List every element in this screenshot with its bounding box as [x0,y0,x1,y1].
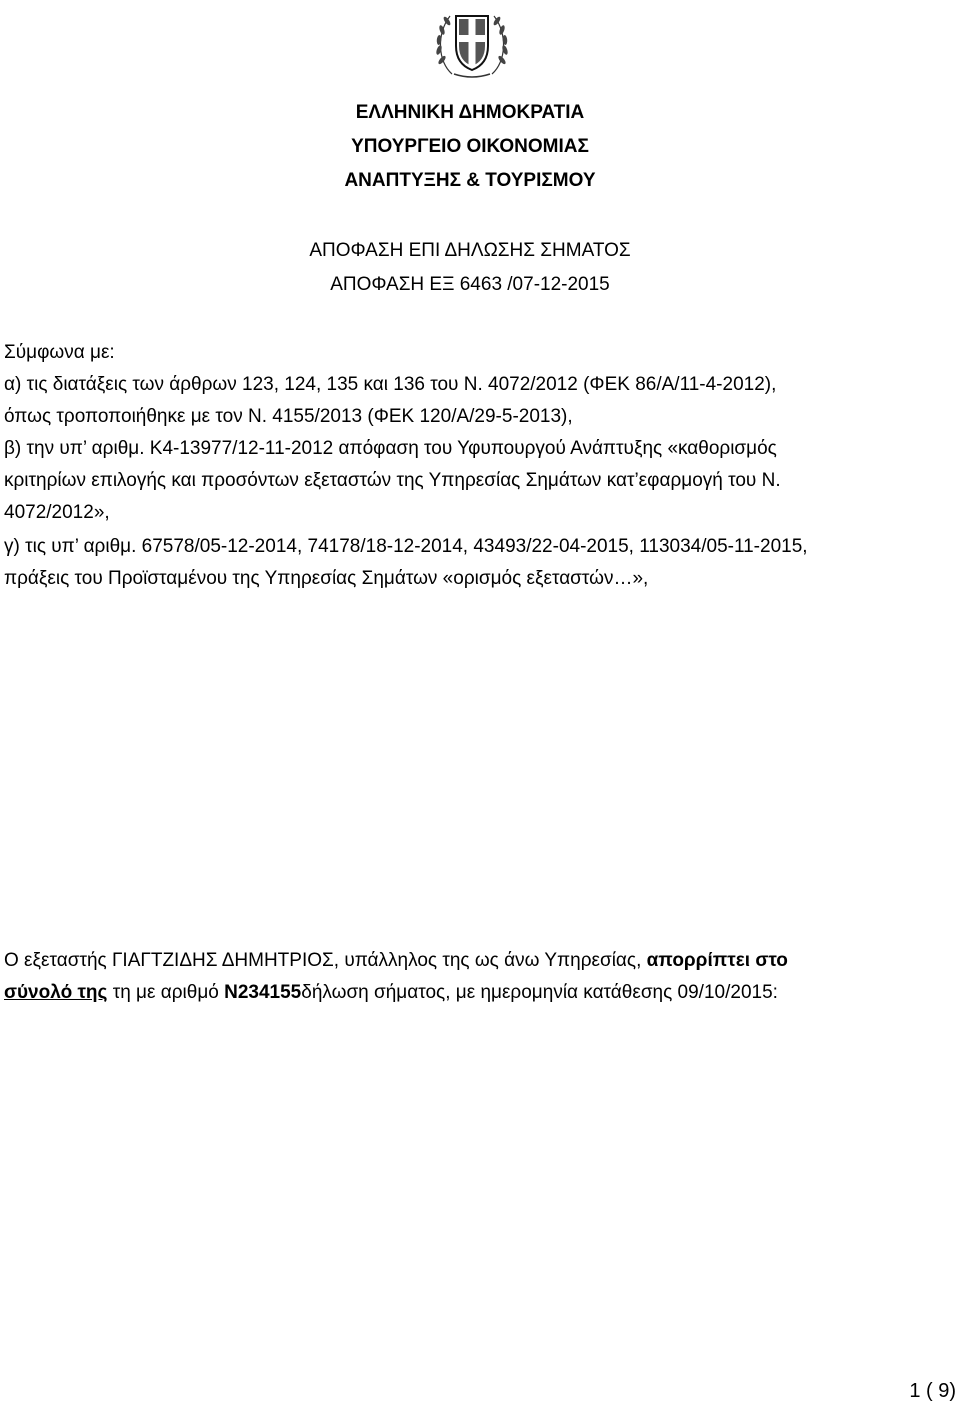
decision-title: ΑΠΟΦΑΣΗ ΕΠΙ ΔΗΛΩΣΗΣ ΣΗΜΑΤΟΣ [309,240,631,261]
header-ministry-line1: ΥΠΟΥΡΓΕΙΟ ΟΙΚΟΝΟΜΙΑΣ [351,136,589,157]
clause-b-line3: 4072/2012», [4,502,110,523]
coat-of-arms-emblem [430,2,514,82]
header-country: ΕΛΛΗΝΙΚΗ ΔΗΜΟΚΡΑΤΙΑ [355,102,585,123]
clause-b-line2: κριτηρίων επιλογής και προσόντων εξεταστών της Υπηρεσίας Σημάτων κατ’εφαρμογή του Ν. [4,470,781,491]
trademark-number: Ν234155 [224,982,302,1003]
verdict-line1 [4,948,788,974]
clause-c-line2: πράξεις του Προϊσταμένου της Υπηρεσίας Σημάτων «ορισμός εξεταστών…», [4,568,649,589]
verdict-total-bold: σύνολό της [4,982,108,1003]
clause-a-line1: α) τις διατάξεις των άρθρων 123, 124, 135 και 136 του Ν. 4072/2012 (ΦΕΚ 86/Α/11-4-2012), [4,374,777,395]
verdict-line2 [4,980,778,1006]
clause-c-line1: γ) τις υπ’ αριθμ. 67578/05-12-2014, 74178/18-12-2014, 43493/22-04-2015, 113034/05-11-2015, [4,536,808,557]
decision-number: ΑΠΟΦΑΣΗ ΕΞ 6463 /07-12-2015 [330,274,610,295]
verdict-reject-bold: απορρίπτει στο [646,950,788,971]
clause-a-line2: όπως τροποποιήθηκε με τον Ν. 4155/2013 (ΦΕΚ 120/Α/29-5-2013), [4,406,573,427]
intro-text: Σύμφωνα με: [4,342,115,363]
clause-b-line1: β) την υπ’ αριθμ. Κ4-13977/12-11-2012 απόφαση του Υφυπουργού Ανάπτυξης «καθορισμός [4,438,777,459]
page-number: 1 ( 9) [909,1380,956,1402]
verdict-text: Ο εξεταστής ΓΙΑΓΤΖΙΔΗΣ ΔΗΜΗΤΡΙΟΣ, υπάλληλος της ως άνω Υπηρεσίας, [4,950,647,971]
verdict-text-2: τη με αριθμό [107,982,225,1003]
verdict-text-3: δήλωση σήματος, με ημερομηνία κατάθεσης 09/10/2015: [301,982,778,1003]
header-ministry-line2: ΑΝΑΠΤΥΞΗΣ & ΤΟΥΡΙΣΜΟΥ [344,170,596,191]
